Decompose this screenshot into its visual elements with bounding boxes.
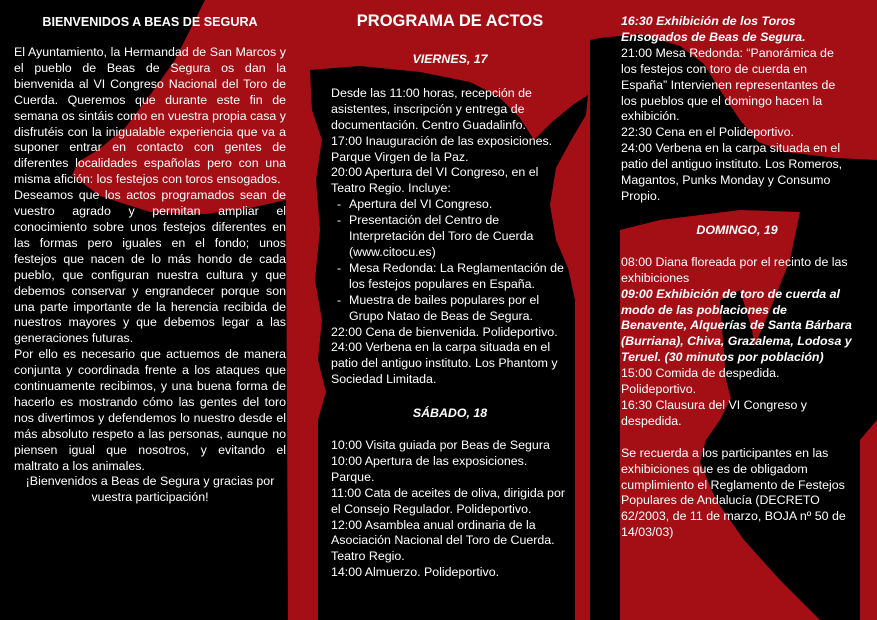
- friday-heading: VIERNES, 17: [412, 52, 488, 66]
- welcome-title: BIENVENIDOS A BEAS DE SEGURA: [42, 15, 258, 29]
- sunday-exhibition-highlight: 09:00 Exhibición de toro de cuerda al modo de las poblaciones de Benavente, Alquerías de Santa Bárbara (Burriana), Chiva, Grazalema, Lodosa y Teruel. (30 minutos por población): [621, 286, 852, 365]
- welcome-closing: ¡Bienvenidos a Beas de Segura y gracias por vuestra participación!: [25, 474, 275, 505]
- subitem: - Apertura del VI Congreso.: [337, 197, 493, 212]
- schedule-item: 11:00 Cata de aceites de oliva, dirigida por el Consejo Regulador. Polideportivo.: [331, 485, 565, 516]
- schedule-item: 15:00 Comida de despedida. Polideportivo.: [621, 366, 780, 397]
- welcome-paragraph: El Ayuntamiento, la Hermandad de San Marcos y el pueblo de Beas de Segura os dan la bienvenida al VI Congreso Nacional del Toro de Cuerda. Queremos que durante este fin de semana os sintáis como en vuestra propia casa y disfrutéis con la inigualable experiencia que va a suponer entrar en contacto con gentes de diferentes localidades españolas pero con una misma afición: los festejos con toros ensogados.: [14, 45, 286, 187]
- schedule-item: 20:00 Apertura del VI Congreso, en el Teatro Regio. Incluye:: [331, 165, 539, 196]
- congress-subitems: [331, 197, 569, 324]
- schedule-item: 24:00 Verbena en la carpa situada en el patio del antiguo instituto. Los Romeros, Magantos, Punks Monday y Consumo Propio.: [621, 141, 843, 203]
- schedule-item: Desde las 11:00 horas, recepción de asistentes, inscripción y entrega de documentación. Centro Guadalinfo.: [331, 85, 532, 132]
- bull-exhibition-highlight: 16:30 Exhibición de los Toros Ensogados de Beas de Segura.: [621, 14, 806, 44]
- saturday-heading: SÁBADO, 18: [412, 406, 488, 421]
- subitem: - Muestra de bailes populares por el Grupo Natao de Beas de Segura.: [337, 292, 540, 323]
- sunday-heading: DOMINGO, 19: [696, 222, 778, 237]
- schedule-item: 21:00 Mesa Redonda: “Panorámica de los festejos con toro de cuerda en España” Intervienen representantes de los pueblos que el domingo hacen la exhibición.: [621, 45, 836, 124]
- schedule-item: 17:00 Inauguración de las exposiciones. Parque Virgen de la Paz.: [331, 133, 553, 164]
- schedule-item: 12:00 Asamblea anual ordinaria de la Asociación Nacional del Toro de Cuerda. Teatro Regio.: [331, 517, 555, 564]
- schedule-item: 22:00 Cena de bienvenida. Polideportivo.: [331, 324, 558, 339]
- subitem: - Presentación del Centro de Interpretación del Toro de Cuerda (www.citocu.es): [337, 213, 534, 259]
- program-title: PROGRAMA DE ACTOS: [356, 12, 544, 30]
- welcome-paragraph: Deseamos que los actos programados sean de vuestro agrado y permitan ampliar el conocimiento sobre unos festejos diferentes en las formas pero iguales en el fondo; unos festejos que nacen de lo más hondo de cada pueblo, que configuran nuestra cultura y que debemos conservar y engrandecer porque son una parte importante de la herencia recibida de nuestros mayores y que debemos legar a las generaciones futuras.: [14, 188, 286, 346]
- program-column: [331, 0, 569, 581]
- subitem: - Mesa Redonda: La Reglamentación de los festejos populares en España.: [337, 260, 564, 291]
- schedule-item: 10:00 Visita guiada por Beas de Segura: [331, 438, 550, 453]
- welcome-paragraph: Por ello es necesario que actuemos de manera conjunta y coordinada frente a los ataques que continuamente recibimos, y una buena forma de hacerlo es mostrando cómo las gentes del toro nos divertimos y defendemos lo nuestro desde el más absoluto respeto a las personas, aunque no piensen igual que nosotros, y evitando el maltrato a los animales.: [14, 347, 286, 473]
- welcome-column: [14, 0, 286, 506]
- schedule-item: 08:00 Diana floreada por el recinto de las exhibiciones: [621, 254, 848, 285]
- schedule-item: 16:30 Clausura del VI Congreso y despedida.: [621, 397, 807, 428]
- schedule-item: 10:00 Apertura de las exposiciones. Parque.: [331, 453, 528, 484]
- schedule-item: 14:00 Almuerzo. Polideportivo.: [331, 565, 500, 580]
- schedule-item: 24:00 Verbena en la carpa situada en el patio del antiguo instituto. Los Phantom y Sociedad Limitada.: [331, 340, 558, 387]
- schedule-item: 22:30 Cena en el Polideportivo.: [621, 125, 794, 140]
- regulation-note: Se recuerda a los participantes en las exhibiciones que es de obligadom cumplimiento el Reglamento de Festejos Populares de Andalucía (DECRETO 62/2003, de 11 de marzo, BOJA nº 50 de 14/03/03): [621, 445, 846, 540]
- program-continued-column: [621, 0, 853, 541]
